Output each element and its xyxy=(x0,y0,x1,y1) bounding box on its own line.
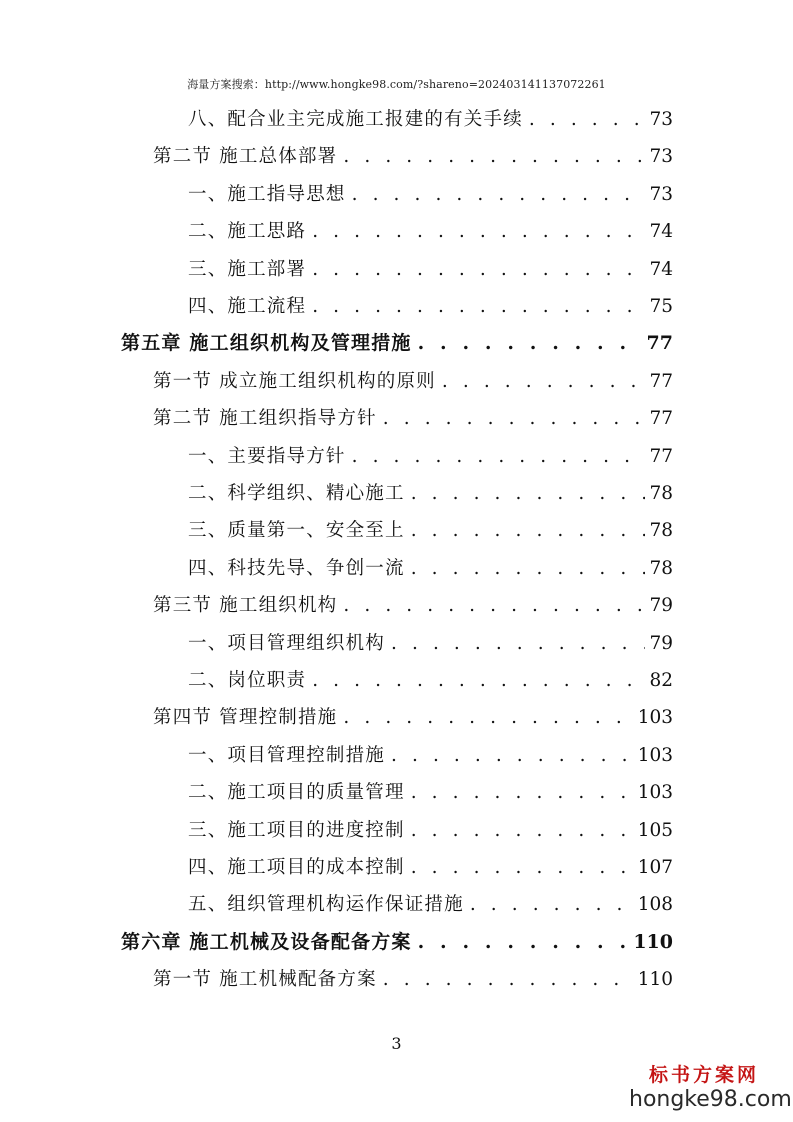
page-number: 3 xyxy=(391,1034,402,1053)
toc-item-row[interactable] xyxy=(188,849,673,886)
toc-page-number: 78 xyxy=(649,557,673,579)
toc-page-number: 75 xyxy=(649,296,673,317)
toc-dot-leader xyxy=(312,662,645,699)
toc-dot-leader xyxy=(418,325,643,362)
toc-dot-leader xyxy=(391,625,645,662)
toc-entry-label: 二、施工思路 xyxy=(188,221,307,243)
toc-dot-leader xyxy=(411,550,646,587)
toc-entry-label: 二、施工项目的质量管理 xyxy=(188,782,405,804)
toc-entry-label: 第一节 成立施工组织机构的原则 xyxy=(153,370,436,392)
toc-dot-leader xyxy=(312,288,645,325)
toc-item-row[interactable] xyxy=(188,812,673,849)
header-share-url: 海量方案搜索：http://www.hongke98.com/?shareno=202403141137072261 xyxy=(187,78,606,91)
toc-section-row[interactable] xyxy=(153,961,673,998)
toc-page-number: 103 xyxy=(637,707,673,729)
toc-entry-label: 五、组织管理机构运作保证措施 xyxy=(188,894,464,916)
toc-entry-label: 第二节 施工总体部署 xyxy=(153,146,338,168)
toc-entry-label: 第五章 施工组织机构及管理措施 xyxy=(121,332,412,355)
toc-section-row[interactable] xyxy=(153,587,673,624)
toc-entry-label: 第三节 施工组织机构 xyxy=(153,595,338,617)
toc-page-number: 77 xyxy=(649,370,673,392)
toc-dot-leader xyxy=(529,101,646,138)
toc-entry-label: 四、施工流程 xyxy=(188,296,307,317)
toc-page-number: 105 xyxy=(637,819,673,841)
toc-page-number: 77 xyxy=(646,332,673,355)
toc-page-number: 73 xyxy=(649,183,673,205)
toc-entry-label: 第二节 施工组织指导方针 xyxy=(153,408,377,430)
toc-dot-leader xyxy=(418,924,630,961)
toc-entry-label: 二、岗位职责 xyxy=(188,670,307,691)
toc-dot-leader xyxy=(352,176,646,213)
toc-dot-leader xyxy=(343,587,645,624)
toc-dot-leader xyxy=(312,213,645,250)
toc-page-number: 103 xyxy=(637,744,673,766)
toc-page-number: 74 xyxy=(649,221,673,243)
toc-page-number: 73 xyxy=(649,146,673,168)
toc-dot-leader xyxy=(343,138,645,175)
toc-entry-label: 三、施工项目的进度控制 xyxy=(188,819,405,841)
toc-page-number: 110 xyxy=(637,969,673,991)
toc-dot-leader xyxy=(411,849,634,886)
toc-entry-label: 二、科学组织、精心施工 xyxy=(188,483,405,504)
toc-dot-leader xyxy=(411,512,646,549)
toc-item-row[interactable] xyxy=(188,662,673,699)
toc-chapter-row[interactable] xyxy=(121,325,673,362)
toc-page-number: 79 xyxy=(649,632,673,654)
toc-page-number: 78 xyxy=(649,520,673,542)
toc-entry-label: 一、主要指导方针 xyxy=(188,445,346,467)
toc-item-row[interactable] xyxy=(188,438,673,475)
toc-dot-leader xyxy=(343,699,633,736)
toc-dot-leader xyxy=(312,251,645,288)
toc-page-number: 107 xyxy=(637,857,673,878)
toc-page-number: 108 xyxy=(637,894,673,916)
toc-page-number: 79 xyxy=(649,595,673,617)
toc-section-row[interactable] xyxy=(153,699,673,736)
toc-entry-label: 三、质量第一、安全至上 xyxy=(188,520,405,542)
toc-item-row[interactable] xyxy=(188,737,673,774)
toc-page-number: 82 xyxy=(649,670,673,691)
toc-page-number: 74 xyxy=(649,258,673,280)
toc-dot-leader xyxy=(411,812,634,849)
watermark-chinese-text: 标书方案网 xyxy=(648,1064,759,1086)
toc-dot-leader xyxy=(383,400,646,437)
watermark-logo xyxy=(629,1062,792,1112)
toc-entry-label: 第六章 施工机械及设备配备方案 xyxy=(121,930,412,953)
toc-page-number: 73 xyxy=(649,109,673,130)
toc-item-row[interactable] xyxy=(188,213,673,250)
toc-section-row[interactable] xyxy=(153,138,673,175)
toc-entry-label: 四、科技先导、争创一流 xyxy=(188,557,405,579)
toc-entry-label: 第一节 施工机械配备方案 xyxy=(153,969,377,991)
toc-item-row[interactable] xyxy=(188,251,673,288)
toc-item-row[interactable] xyxy=(188,288,673,325)
toc-page-number: 103 xyxy=(637,782,673,804)
toc-entry-label: 一、项目管理控制措施 xyxy=(188,744,386,766)
toc-dot-leader xyxy=(470,886,634,923)
toc-item-row[interactable] xyxy=(188,101,673,138)
toc-chapter-row[interactable] xyxy=(121,924,673,961)
toc-entry-label: 八、配合业主完成施工报建的有关手续 xyxy=(188,109,523,130)
toc-item-row[interactable] xyxy=(188,475,673,512)
toc-section-row[interactable] xyxy=(153,363,673,400)
toc-item-row[interactable] xyxy=(188,550,673,587)
toc-entry-label: 第四节 管理控制措施 xyxy=(153,707,338,729)
toc-entry-label: 三、施工部署 xyxy=(188,258,307,280)
watermark-domain-text: hongke98.com xyxy=(629,1087,792,1112)
toc-page-number: 77 xyxy=(649,445,673,467)
toc-page-number: 78 xyxy=(649,483,673,504)
toc-section-row[interactable] xyxy=(153,400,673,437)
toc-item-row[interactable] xyxy=(188,886,673,923)
toc-item-row[interactable] xyxy=(188,176,673,213)
toc-dot-leader xyxy=(411,475,646,512)
toc-dot-leader xyxy=(442,363,646,400)
toc-page-number: 110 xyxy=(633,930,673,953)
toc-dot-leader xyxy=(383,961,634,998)
toc-entry-label: 四、施工项目的成本控制 xyxy=(188,857,405,878)
toc-entry-label: 一、施工指导思想 xyxy=(188,183,346,205)
toc-dot-leader xyxy=(411,774,634,811)
toc-item-row[interactable] xyxy=(188,512,673,549)
toc-page-number: 77 xyxy=(649,408,673,430)
toc-dot-leader xyxy=(391,737,634,774)
toc-dot-leader xyxy=(352,438,646,475)
toc-entry-label: 一、项目管理组织机构 xyxy=(188,632,386,654)
toc-item-row[interactable] xyxy=(188,625,673,662)
toc-item-row[interactable] xyxy=(188,774,673,811)
